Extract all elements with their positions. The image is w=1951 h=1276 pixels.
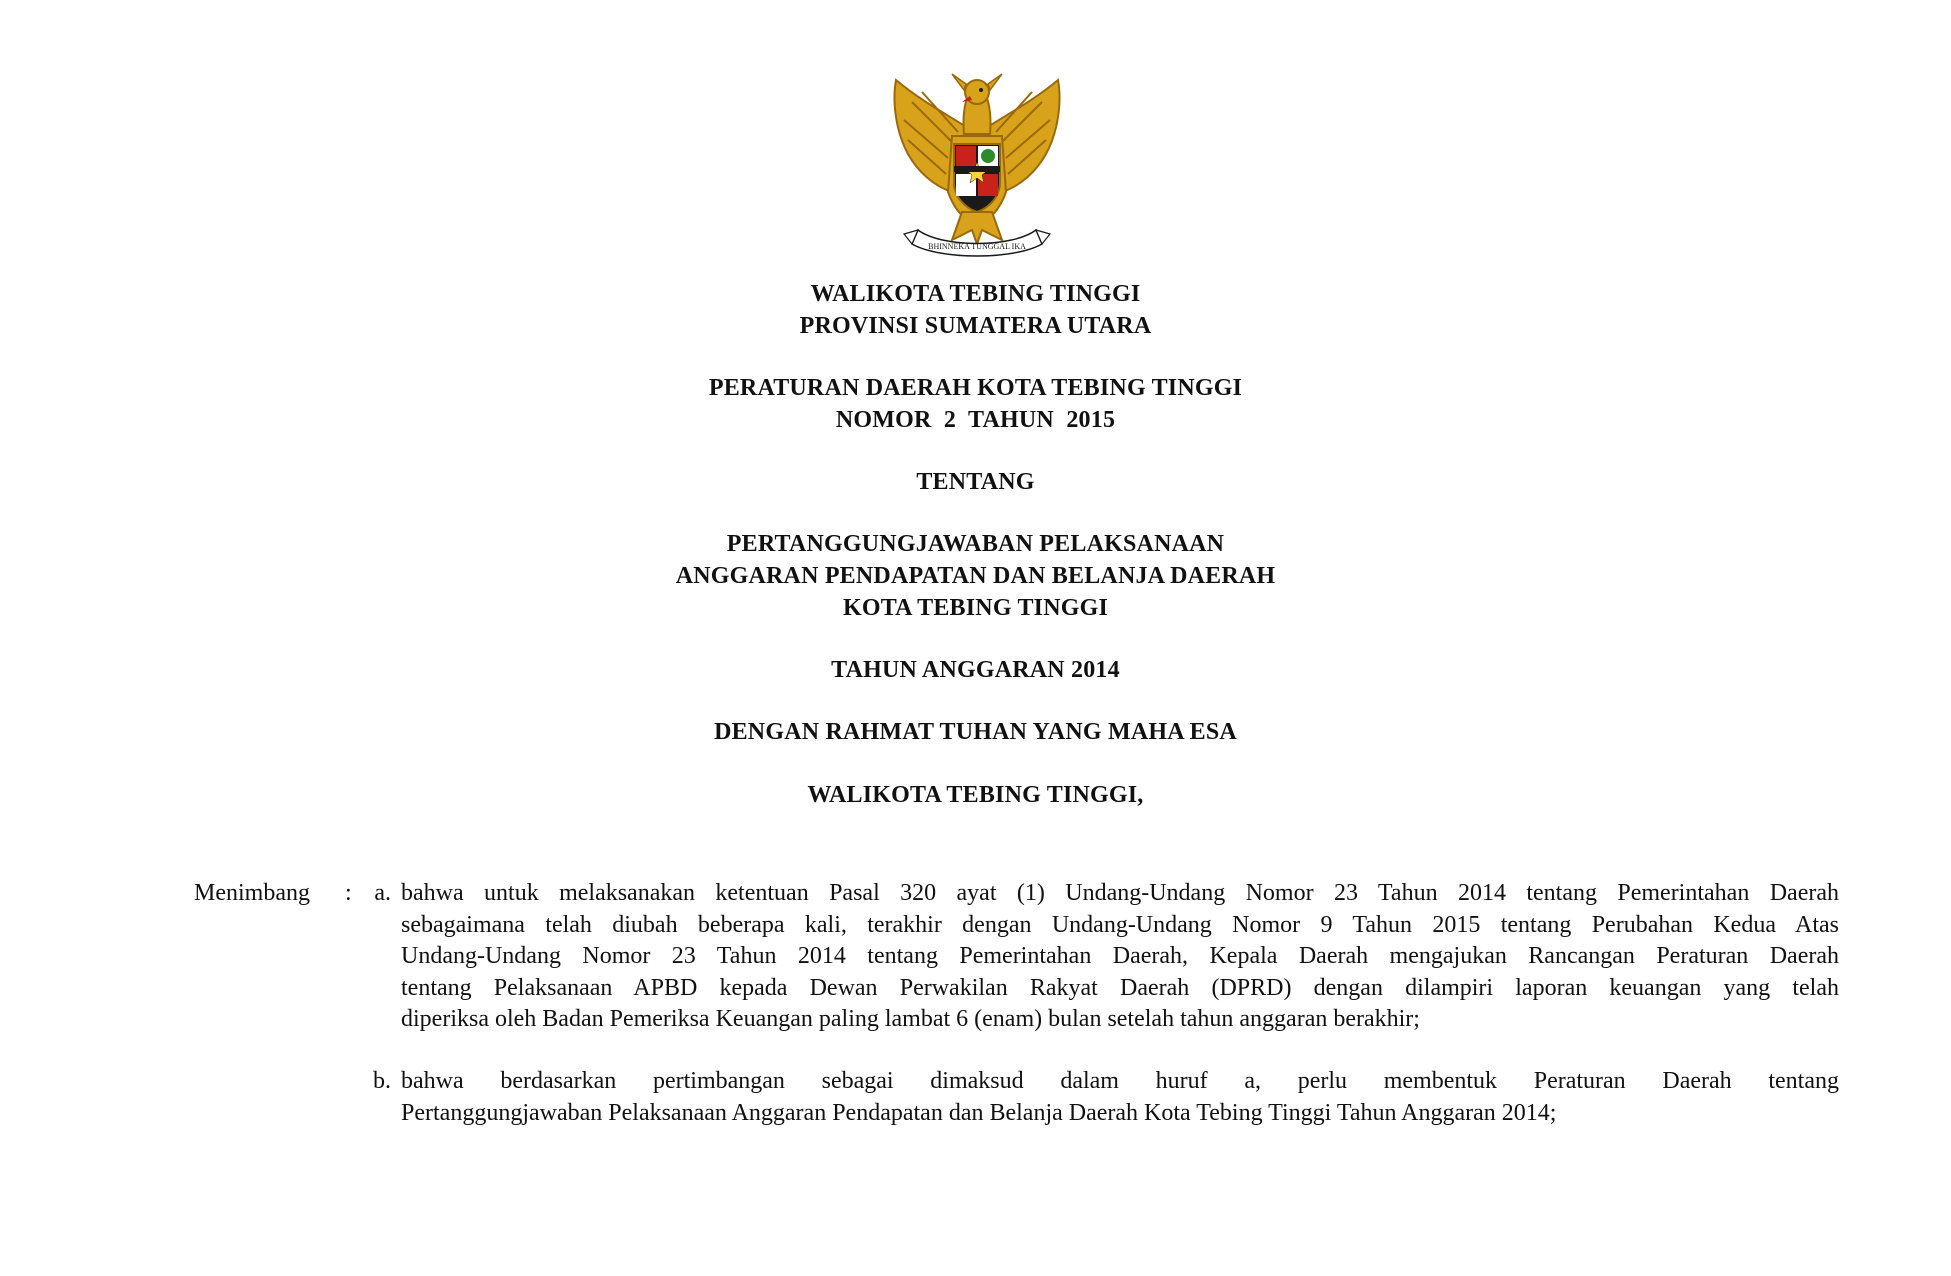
considerations-label: Menimbang (194, 880, 310, 906)
consideration-text (401, 1066, 1839, 1129)
fiscal-year-line: TAHUN ANGGARAN 2014 (831, 657, 1120, 683)
subject-block (0, 528, 1951, 624)
consideration-marker: a. (374, 880, 391, 906)
consideration-text-line: bahwa untuk melaksanakan ketentuan Pasal 320 ayat (1) Undang-Undang Nomor 23 Tahun 2014 tentang Pemerintahan Daerah (401, 880, 1839, 906)
regulation-number-line: NOMOR 2 TAHUN 2015 (835, 407, 1116, 433)
emblem-ribbon-text: BHINNEKA TUNGGAL IKA (928, 242, 1026, 251)
blessing-line: DENGAN RAHMAT TUHAN YANG MAHA ESA (714, 719, 1237, 745)
consideration-text-line: sebagaimana telah diubah beberapa kali, terakhir dengan Undang-Undang Nomor 9 Tahun 2015 tentang Perubahan Kedua Atas (401, 911, 1839, 938)
mayor-signoff-line: WALIKOTA TEBING TINGGI, (807, 782, 1144, 808)
consideration-text (401, 878, 1839, 1036)
mayor-signoff-heading (0, 779, 1951, 811)
considerations-colon: : (345, 880, 352, 906)
about-heading (0, 466, 1951, 498)
consideration-text-line: diperiksa oleh Badan Pemeriksa Keuangan paling lambat 6 (enam) bulan setelah tahun anggaran berakhir; (401, 1006, 1420, 1032)
consideration-text-line: tentang Pelaksanaan APBD kepada Dewan Perwakilan Rakyat Daerah (DPRD) dengan dilampiri laporan keuangan yang telah (401, 974, 1839, 1001)
subject-line-3: KOTA TEBING TINGGI (842, 595, 1109, 621)
regulation-block (0, 372, 1951, 436)
consideration-marker: b. (373, 1068, 391, 1094)
subject-line-2: ANGGARAN PENDAPATAN DAN BELANJA DAERAH (675, 563, 1276, 589)
consideration-text-line: Undang-Undang Nomor 23 Tahun 2014 tentang Pemerintahan Daerah, Kepala Daerah mengajukan Rancangan Peraturan Daerah (401, 943, 1839, 969)
consideration-text-line: Pertanggungjawaban Pelaksanaan Anggaran Pendapatan dan Belanja Daerah Kota Tebing Tinggi Tahun Anggaran 2014; (401, 1099, 1557, 1126)
title-block (0, 278, 1951, 342)
consideration-text-line: bahwa berdasarkan pertimbangan sebagai dimaksud dalam huruf a, perlu membentuk Peraturan Daerah tentang (401, 1068, 1839, 1094)
mayor-line: WALIKOTA TEBING TINGGI (810, 281, 1141, 307)
blessing-heading (0, 716, 1951, 748)
regulation-line: PERATURAN DAERAH KOTA TEBING TINGGI (708, 375, 1243, 401)
garuda-emblem-icon (882, 62, 1072, 267)
about-line: TENTANG (916, 469, 1035, 495)
fiscal-year-heading (0, 654, 1951, 686)
province-line: PROVINSI SUMATERA UTARA (799, 313, 1152, 339)
subject-line-1: PERTANGGUNGJAWABAN PELAKSANAAN (726, 531, 1225, 557)
